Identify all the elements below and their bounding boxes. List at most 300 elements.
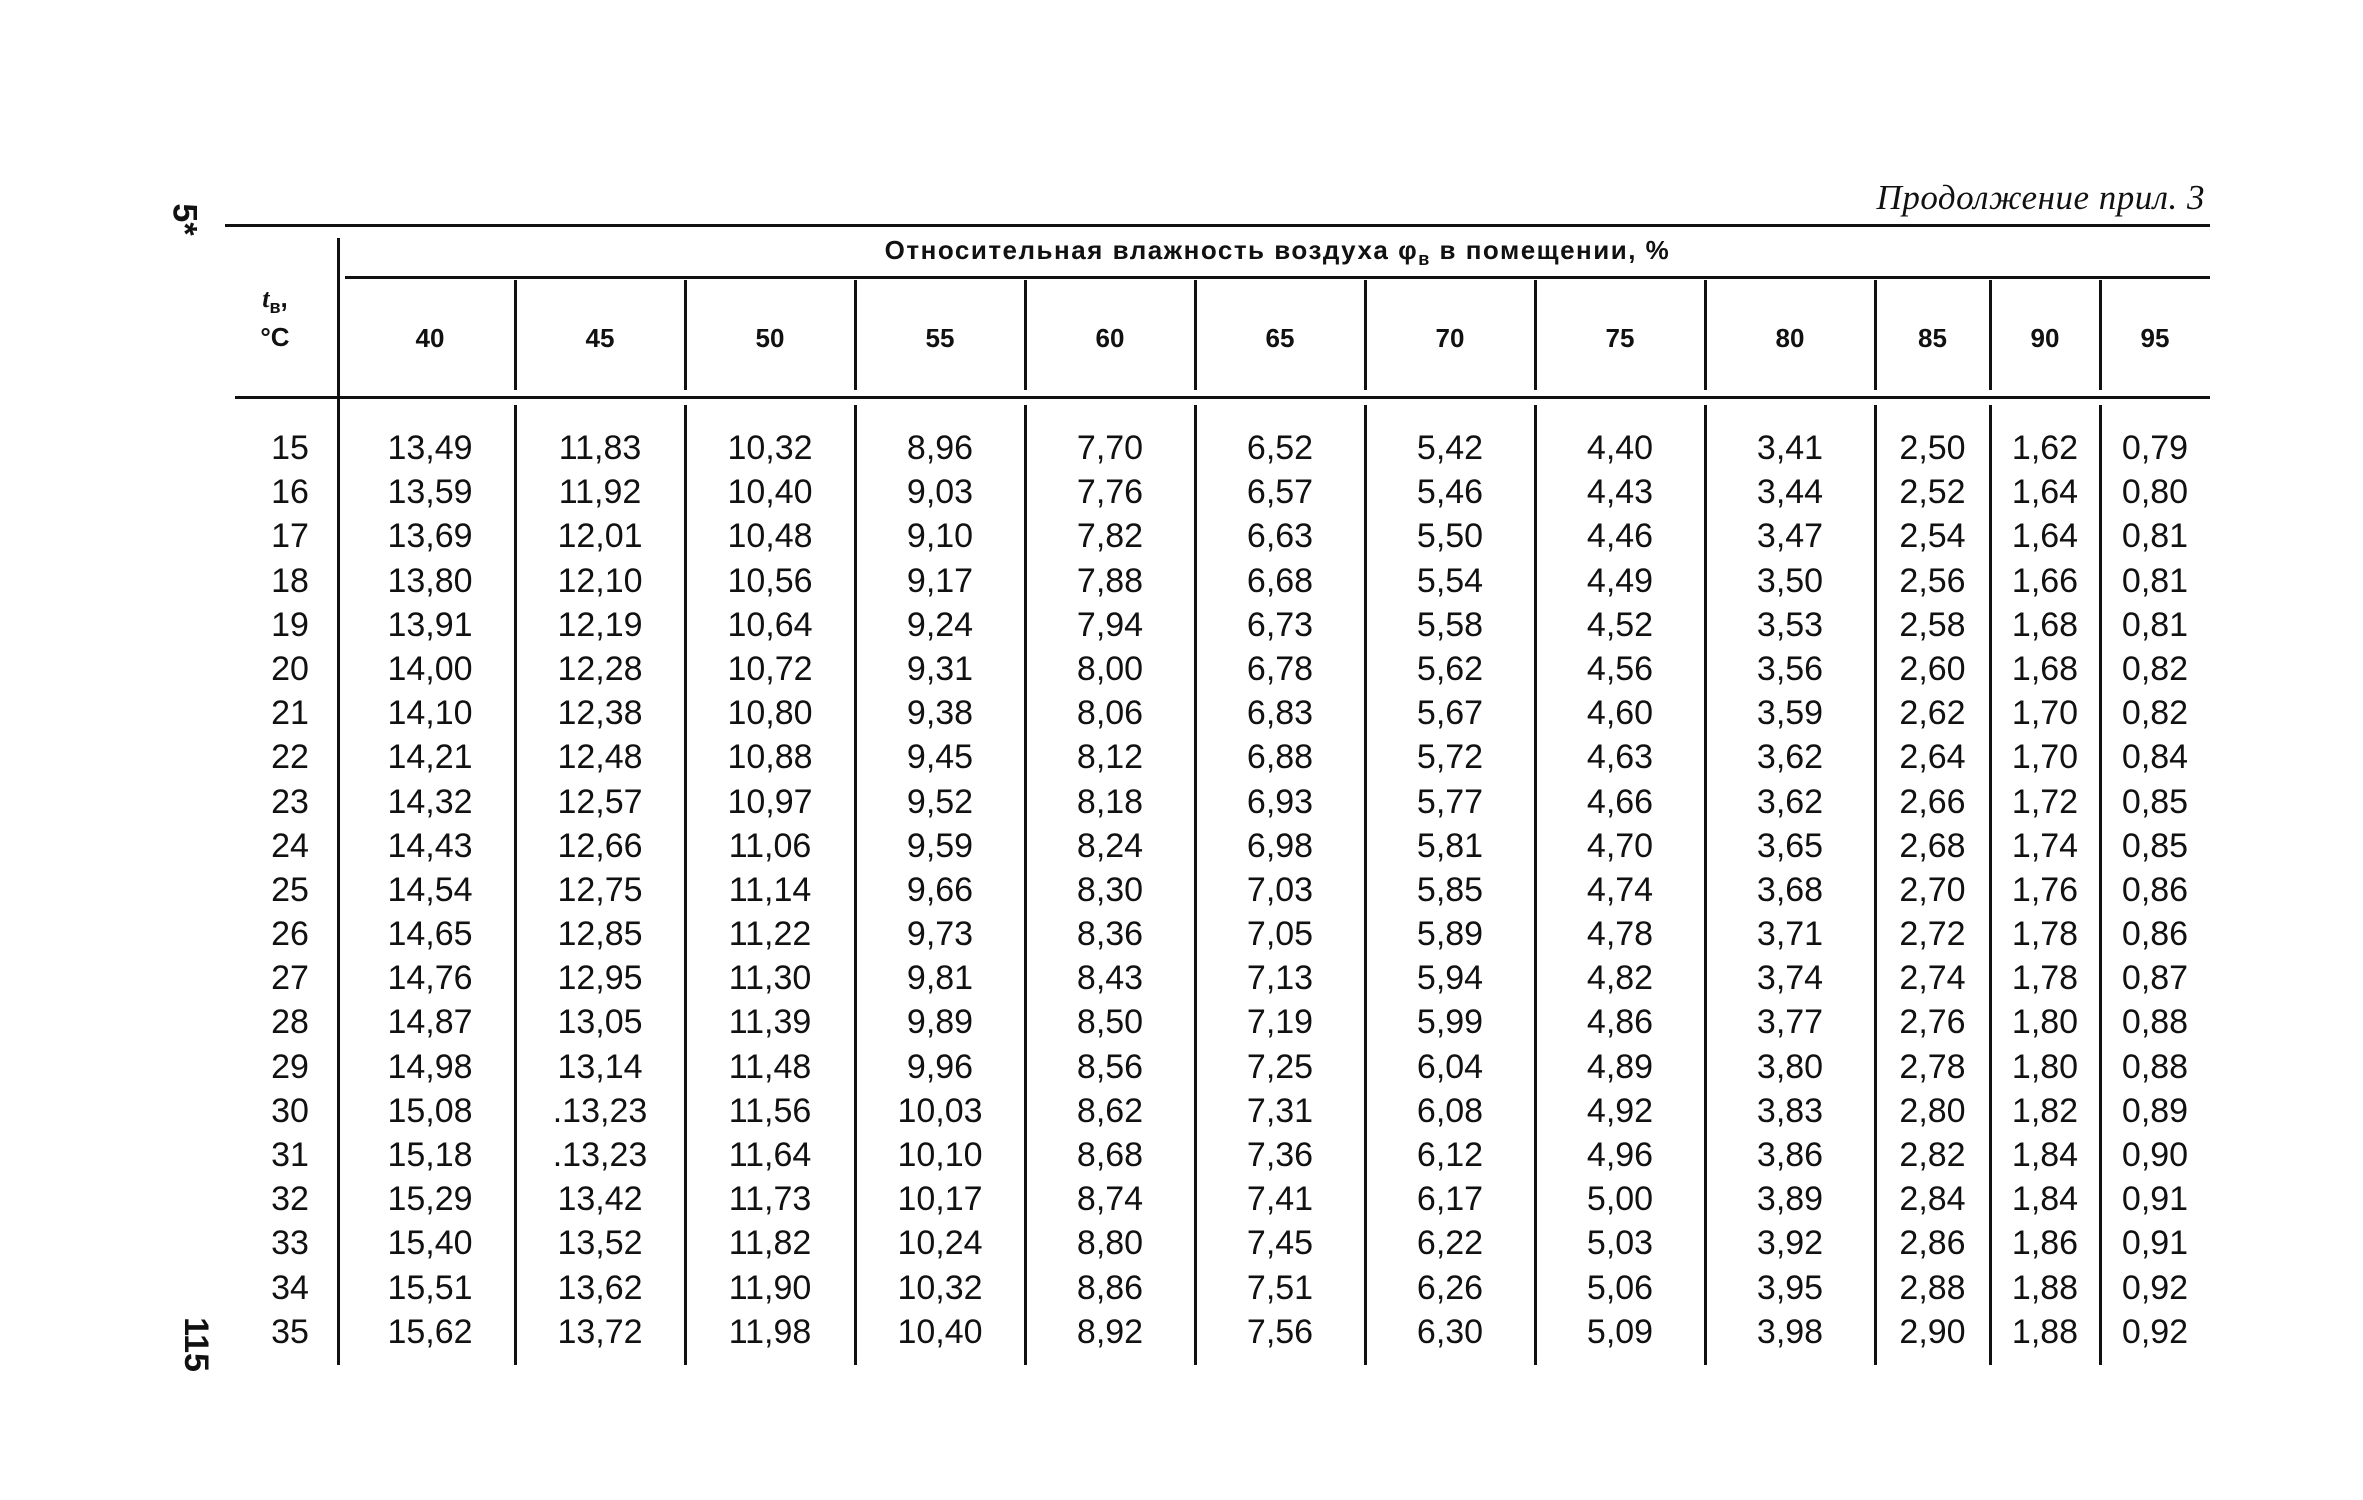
column-header-75: 75 bbox=[1605, 323, 1635, 353]
humidity-column-85 bbox=[1875, 426, 1990, 1354]
table-cell: 5,09 bbox=[1586, 1312, 1654, 1351]
table-cell: 1,72 bbox=[2011, 782, 2079, 821]
table-cell: 1,68 bbox=[2011, 605, 2079, 644]
table-cell: 7,56 bbox=[1246, 1312, 1314, 1351]
table-cell: 10,10 bbox=[897, 1136, 983, 1174]
table-cell: 12,28 bbox=[557, 649, 643, 688]
table-cell: 6,88 bbox=[1246, 738, 1314, 777]
table-cell: 13,62 bbox=[557, 1268, 643, 1307]
temperature-separator: , bbox=[280, 283, 288, 313]
table-cell: 1,70 bbox=[2011, 694, 2079, 733]
table-cell: 6,78 bbox=[1246, 649, 1314, 688]
table-cell: 7,05 bbox=[1246, 915, 1314, 954]
column-header-55: 55 bbox=[925, 323, 955, 353]
table-cell: 7,51 bbox=[1246, 1268, 1314, 1307]
table-cell: 2,84 bbox=[1899, 1180, 1966, 1219]
table-cell: 10,64 bbox=[727, 605, 813, 644]
humidity-column-65 bbox=[1195, 426, 1365, 1354]
table-cell: 4,74 bbox=[1586, 870, 1654, 909]
table-cell: 1,88 bbox=[2011, 1268, 2079, 1307]
table-cell: 5,67 bbox=[1416, 694, 1484, 733]
temperature-cell: 19 bbox=[271, 605, 309, 644]
table-cell: 2,74 bbox=[1899, 959, 1966, 998]
table-cell: 12,57 bbox=[557, 782, 643, 821]
column-header-85: 85 bbox=[1918, 323, 1947, 353]
column-divider-vhead bbox=[1534, 280, 1537, 390]
table-cell: 2,78 bbox=[1899, 1047, 1966, 1086]
table-cell: 3,41 bbox=[1756, 429, 1824, 467]
temperature-cell: 27 bbox=[271, 959, 309, 998]
table-cell: 8,18 bbox=[1076, 782, 1144, 821]
table-cell: 3,53 bbox=[1756, 605, 1824, 644]
table-cell: 2,86 bbox=[1899, 1224, 1966, 1263]
table-cell: 3,47 bbox=[1756, 517, 1824, 556]
table-cell: 7,94 bbox=[1076, 605, 1144, 644]
table-cell: 8,24 bbox=[1076, 826, 1144, 865]
column-header-90: 90 bbox=[2030, 323, 2060, 353]
table-cell: 4,89 bbox=[1586, 1047, 1654, 1086]
temperature-cell: 16 bbox=[271, 473, 309, 512]
table-cell: 3,92 bbox=[1756, 1224, 1824, 1263]
table-cell: 10,32 bbox=[727, 429, 813, 467]
table-cell: 3,74 bbox=[1756, 959, 1824, 998]
table-cell: 11,30 bbox=[728, 959, 812, 998]
table-cell: 6,17 bbox=[1416, 1180, 1484, 1219]
table-cell: 2,50 bbox=[1899, 429, 1966, 467]
table-cell: 10,88 bbox=[727, 738, 813, 777]
temperature-header bbox=[245, 283, 305, 352]
temperature-column bbox=[250, 426, 330, 1354]
table-cell: 1,64 bbox=[2011, 517, 2079, 556]
table-cell: 12,85 bbox=[557, 915, 643, 954]
temperature-cell: 28 bbox=[271, 1003, 309, 1042]
table-cell: 7,03 bbox=[1246, 870, 1314, 909]
super-header-suffix: в помещении, % bbox=[1430, 235, 1671, 265]
table-cell: 7,82 bbox=[1076, 517, 1144, 556]
table-cell: 7,13 bbox=[1246, 959, 1314, 998]
temperature-cell: 34 bbox=[271, 1268, 309, 1307]
temperature-cell: 26 bbox=[271, 915, 309, 954]
humidity-column-70 bbox=[1365, 426, 1535, 1354]
temperature-cell: 32 bbox=[271, 1180, 309, 1219]
table-cell: 4,86 bbox=[1586, 1003, 1654, 1042]
table-cell: 14,65 bbox=[387, 915, 473, 954]
table-cell: 3,71 bbox=[1756, 915, 1824, 954]
table-cell: 1,84 bbox=[2011, 1136, 2079, 1174]
table-cell: 3,95 bbox=[1756, 1268, 1824, 1307]
table-cell: 13,72 bbox=[557, 1312, 643, 1351]
humidity-super-header bbox=[345, 230, 2210, 270]
table-cell: 9,52 bbox=[906, 782, 974, 821]
table-cell: 4,82 bbox=[1586, 959, 1654, 998]
table-cell: 15,29 bbox=[387, 1180, 473, 1219]
side-page-number: 115 bbox=[176, 1317, 215, 1372]
temperature-unit: °C bbox=[260, 322, 290, 353]
column-header-80: 80 bbox=[1775, 323, 1805, 353]
table-cell: 6,57 bbox=[1246, 473, 1314, 512]
table-cell: 10,97 bbox=[727, 782, 813, 821]
table-cell: 11,82 bbox=[728, 1224, 812, 1263]
table-cell: 2,68 bbox=[1899, 826, 1966, 865]
humidity-column-40 bbox=[345, 426, 515, 1354]
table-cell: 1,64 bbox=[2011, 473, 2079, 512]
table-cell: 2,60 bbox=[1899, 649, 1966, 688]
table-cell: 2,58 bbox=[1899, 605, 1966, 644]
header-bottom-rule bbox=[235, 396, 2210, 399]
temperature-cell: 35 bbox=[271, 1312, 309, 1351]
table-cell: 12,10 bbox=[557, 561, 643, 600]
humidity-column-90 bbox=[1990, 426, 2100, 1354]
temperature-cell: 20 bbox=[271, 649, 309, 688]
table-cell: 0,81 bbox=[2121, 605, 2189, 644]
table-cell: 1,66 bbox=[2011, 561, 2079, 600]
table-cell: 6,22 bbox=[1416, 1224, 1484, 1263]
table-cell: 10,40 bbox=[727, 473, 813, 512]
table-cell: 3,59 bbox=[1756, 694, 1824, 733]
table-cell: 15,40 bbox=[387, 1224, 473, 1263]
table-cell: 7,25 bbox=[1246, 1047, 1314, 1086]
table-cell: .13,23 bbox=[552, 1091, 648, 1130]
table-cell: 11,39 bbox=[728, 1003, 812, 1042]
table-cell: .13,23 bbox=[552, 1136, 648, 1174]
column-header-45: 45 bbox=[585, 323, 615, 353]
temperature-cell: 25 bbox=[271, 870, 309, 909]
table-cell: 9,31 bbox=[906, 649, 974, 688]
table-cell: 13,59 bbox=[387, 473, 473, 512]
table-cell: 2,88 bbox=[1899, 1268, 1966, 1307]
table-cell: 12,19 bbox=[557, 605, 643, 644]
table-cell: 5,72 bbox=[1416, 738, 1484, 777]
table-cell: 13,42 bbox=[557, 1180, 643, 1219]
table-cell: 11,48 bbox=[728, 1047, 812, 1086]
table-cell: 13,49 bbox=[387, 429, 473, 467]
table-cell: 5,81 bbox=[1416, 826, 1484, 865]
table-cell: 6,52 bbox=[1246, 429, 1314, 467]
table-cell: 10,17 bbox=[897, 1180, 983, 1219]
table-cell: 2,82 bbox=[1899, 1136, 1966, 1174]
table-cell: 3,86 bbox=[1756, 1136, 1824, 1174]
table-cell: 8,43 bbox=[1076, 959, 1144, 998]
table-cell: 11,14 bbox=[728, 870, 812, 909]
table-cell: 8,36 bbox=[1076, 915, 1144, 954]
table-cell: 0,84 bbox=[2121, 738, 2189, 777]
table-cell: 8,30 bbox=[1076, 870, 1144, 909]
table-cell: 14,21 bbox=[387, 738, 473, 777]
table-cell: 9,45 bbox=[906, 738, 974, 777]
table-cell: 4,60 bbox=[1586, 694, 1654, 733]
table-cell: 9,96 bbox=[906, 1047, 974, 1086]
table-cell: 2,54 bbox=[1899, 517, 1966, 556]
table-cell: 4,46 bbox=[1586, 517, 1654, 556]
table-cell: 5,77 bbox=[1416, 782, 1484, 821]
temperature-subscript: в bbox=[269, 297, 281, 318]
temperature-cell: 22 bbox=[271, 738, 309, 777]
table-cell: 11,06 bbox=[728, 826, 812, 865]
table-cell: 0,81 bbox=[2121, 561, 2189, 600]
table-cell: 3,89 bbox=[1756, 1180, 1824, 1219]
table-cell: 8,00 bbox=[1076, 649, 1144, 688]
table-cell: 13,80 bbox=[387, 561, 473, 600]
table-cell: 3,62 bbox=[1756, 738, 1824, 777]
table-cell: 12,01 bbox=[557, 517, 643, 556]
table-cell: 2,70 bbox=[1899, 870, 1966, 909]
column-divider-vhead bbox=[514, 280, 517, 390]
table-cell: 8,56 bbox=[1076, 1047, 1144, 1086]
table-cell: 6,83 bbox=[1246, 694, 1314, 733]
table-cell: 0,85 bbox=[2121, 782, 2189, 821]
table-cell: 9,38 bbox=[906, 694, 974, 733]
column-divider-vhead bbox=[684, 280, 687, 390]
table-cell: 12,48 bbox=[557, 738, 643, 777]
temperature-cell: 18 bbox=[271, 561, 309, 600]
temperature-symbol: t bbox=[262, 284, 270, 313]
table-cell: 2,66 bbox=[1899, 782, 1966, 821]
table-cell: 8,86 bbox=[1076, 1268, 1144, 1307]
table-cell: 5,00 bbox=[1586, 1180, 1654, 1219]
table-cell: 1,78 bbox=[2011, 959, 2079, 998]
table-cell: 0,91 bbox=[2121, 1224, 2189, 1263]
column-divider-vhead bbox=[1704, 280, 1707, 390]
table-cell: 4,63 bbox=[1586, 738, 1654, 777]
temperature-cell: 23 bbox=[271, 782, 309, 821]
table-cell: 8,96 bbox=[906, 429, 974, 467]
table-cell: 11,73 bbox=[728, 1180, 812, 1219]
table-cell: 6,12 bbox=[1416, 1136, 1484, 1174]
table-cell: 4,78 bbox=[1586, 915, 1654, 954]
table-cell: 8,06 bbox=[1076, 694, 1144, 733]
table-cell: 1,62 bbox=[2011, 429, 2079, 467]
super-header-text: Относительная влажность воздуха φ bbox=[884, 235, 1419, 265]
table-cell: 11,64 bbox=[728, 1136, 812, 1174]
stub-divider-line bbox=[337, 238, 340, 1365]
table-cell: 1,84 bbox=[2011, 1180, 2079, 1219]
humidity-column-60 bbox=[1025, 426, 1195, 1354]
table-cell: 9,24 bbox=[906, 605, 974, 644]
table-cell: 5,06 bbox=[1586, 1268, 1654, 1307]
column-divider-vhead bbox=[1024, 280, 1027, 390]
humidity-column-45 bbox=[515, 426, 685, 1354]
table-cell: 14,43 bbox=[387, 826, 473, 865]
table-cell: 7,76 bbox=[1076, 473, 1144, 512]
temperature-cell: 15 bbox=[271, 429, 309, 467]
table-cell: 2,64 bbox=[1899, 738, 1966, 777]
table-cell: 5,42 bbox=[1416, 429, 1484, 467]
table-cell: 1,86 bbox=[2011, 1224, 2079, 1263]
table-cell: 8,12 bbox=[1076, 738, 1144, 777]
table-cell: 2,90 bbox=[1899, 1312, 1966, 1351]
table-cell: 4,43 bbox=[1586, 473, 1654, 512]
humidity-column-55 bbox=[855, 426, 1025, 1354]
table-cell: 10,56 bbox=[727, 561, 813, 600]
table-cell: 5,46 bbox=[1416, 473, 1484, 512]
table-cell: 4,40 bbox=[1586, 429, 1654, 467]
table-cell: 15,51 bbox=[387, 1268, 473, 1307]
table-cell: 10,40 bbox=[897, 1312, 983, 1351]
humidity-column-75 bbox=[1535, 426, 1705, 1354]
table-cell: 14,00 bbox=[387, 649, 473, 688]
table-cell: 4,92 bbox=[1586, 1091, 1654, 1130]
table-cell: 3,44 bbox=[1756, 473, 1824, 512]
table-cell: 0,88 bbox=[2121, 1003, 2189, 1042]
table-cell: 14,76 bbox=[387, 959, 473, 998]
table-cell: 5,85 bbox=[1416, 870, 1484, 909]
table-cell: 5,62 bbox=[1416, 649, 1484, 688]
temperature-cell: 29 bbox=[271, 1047, 309, 1086]
table-cell: 0,79 bbox=[2121, 429, 2189, 467]
table-cell: 6,68 bbox=[1246, 561, 1314, 600]
table-cell: 4,49 bbox=[1586, 561, 1654, 600]
table-cell: 10,80 bbox=[727, 694, 813, 733]
table-cell: 7,41 bbox=[1246, 1180, 1314, 1219]
table-cell: 8,50 bbox=[1076, 1003, 1144, 1042]
table-cell: 10,24 bbox=[897, 1224, 983, 1263]
table-cell: 11,90 bbox=[728, 1268, 812, 1307]
table-cell: 9,89 bbox=[906, 1003, 974, 1042]
temperature-cell: 31 bbox=[271, 1136, 309, 1174]
table-cell: 9,10 bbox=[906, 517, 974, 556]
table-cell: 6,04 bbox=[1416, 1047, 1484, 1086]
temperature-cell: 33 bbox=[271, 1224, 309, 1263]
table-cell: 5,58 bbox=[1416, 605, 1484, 644]
table-cell: 14,98 bbox=[387, 1047, 473, 1086]
table-cell: 13,52 bbox=[557, 1224, 643, 1263]
table-cell: 10,72 bbox=[727, 649, 813, 688]
table-cell: 1,70 bbox=[2011, 738, 2079, 777]
table-cell: 0,81 bbox=[2121, 517, 2189, 556]
table-cell: 2,56 bbox=[1899, 561, 1966, 600]
table-cell: 3,56 bbox=[1756, 649, 1824, 688]
table-cell: 1,78 bbox=[2011, 915, 2079, 954]
table-cell: 0,92 bbox=[2121, 1268, 2189, 1307]
table-cell: 6,93 bbox=[1246, 782, 1314, 821]
table-cell: 4,70 bbox=[1586, 826, 1654, 865]
table-cell: 6,98 bbox=[1246, 826, 1314, 865]
table-cell: 5,54 bbox=[1416, 561, 1484, 600]
temperature-cell: 21 bbox=[271, 694, 309, 733]
table-cell: 0,92 bbox=[2121, 1312, 2189, 1351]
column-header-95: 95 bbox=[2140, 323, 2170, 353]
table-cell: 13,14 bbox=[557, 1047, 643, 1086]
table-cell: 0,86 bbox=[2121, 870, 2189, 909]
table-cell: 10,03 bbox=[897, 1091, 983, 1130]
table-cell: 10,32 bbox=[897, 1268, 983, 1307]
table-cell: 1,68 bbox=[2011, 649, 2079, 688]
table-cell: 0,86 bbox=[2121, 915, 2189, 954]
table-cell: 6,63 bbox=[1246, 517, 1314, 556]
table-cell: 0,82 bbox=[2121, 694, 2189, 733]
table-cell: 14,54 bbox=[387, 870, 473, 909]
continuation-caption: Продолжение прил. 3 bbox=[1876, 178, 2205, 217]
table-cell: 6,08 bbox=[1416, 1091, 1484, 1130]
table-cell: 1,82 bbox=[2011, 1091, 2079, 1130]
table-cell: 13,91 bbox=[387, 605, 473, 644]
table-cell: 0,91 bbox=[2121, 1180, 2189, 1219]
table-cell: 9,59 bbox=[906, 826, 974, 865]
table-cell: 5,89 bbox=[1416, 915, 1484, 954]
table-cell: 11,98 bbox=[728, 1312, 812, 1351]
table-cell: 0,90 bbox=[2121, 1136, 2189, 1174]
table-cell: 1,76 bbox=[2011, 870, 2079, 909]
table-cell: 12,75 bbox=[557, 870, 643, 909]
table-cell: 1,88 bbox=[2011, 1312, 2079, 1351]
table-cell: 11,56 bbox=[728, 1091, 812, 1130]
table-cell: 7,19 bbox=[1246, 1003, 1314, 1042]
column-header-50: 50 bbox=[755, 323, 785, 353]
temperature-cell: 30 bbox=[271, 1091, 309, 1130]
table-cell: 5,94 bbox=[1416, 959, 1484, 998]
table-cell: 6,26 bbox=[1416, 1268, 1484, 1307]
table-cell: 14,87 bbox=[387, 1003, 473, 1042]
column-divider-vhead bbox=[1364, 280, 1367, 390]
table-cell: 7,70 bbox=[1076, 429, 1144, 467]
table-cell: 12,66 bbox=[557, 826, 643, 865]
table-cell: 5,50 bbox=[1416, 517, 1484, 556]
table-cell: 0,85 bbox=[2121, 826, 2189, 865]
table-cell: 8,92 bbox=[1076, 1312, 1144, 1351]
table-cell: 9,73 bbox=[906, 915, 974, 954]
table-cell: 3,65 bbox=[1756, 826, 1824, 865]
table-cell: 7,36 bbox=[1246, 1136, 1314, 1174]
table-cell: 0,87 bbox=[2121, 959, 2189, 998]
table-cell: 4,52 bbox=[1586, 605, 1654, 644]
table-cell: 13,69 bbox=[387, 517, 473, 556]
super-header-subscript: в bbox=[1418, 249, 1431, 270]
table-cell: 3,77 bbox=[1756, 1003, 1824, 1042]
table-cell: 14,32 bbox=[387, 782, 473, 821]
table-cell: 1,80 bbox=[2011, 1047, 2079, 1086]
table-cell: 4,66 bbox=[1586, 782, 1654, 821]
table-cell: 0,88 bbox=[2121, 1047, 2189, 1086]
table-cell: 6,30 bbox=[1416, 1312, 1484, 1351]
table-cell: 11,92 bbox=[558, 473, 642, 512]
table-cell: 8,80 bbox=[1076, 1224, 1144, 1263]
table-cell: 2,62 bbox=[1899, 694, 1966, 733]
column-divider-vhead bbox=[1989, 280, 1992, 390]
humidity-column-95 bbox=[2100, 426, 2210, 1354]
table-cell: 9,17 bbox=[906, 561, 974, 600]
table-cell: 12,95 bbox=[557, 959, 643, 998]
column-header-65: 65 bbox=[1265, 323, 1295, 353]
side-page-mark: 5* bbox=[165, 203, 204, 236]
header-mid-rule bbox=[345, 276, 2210, 279]
table-cell: 5,99 bbox=[1416, 1003, 1484, 1042]
temperature-cell: 24 bbox=[271, 826, 309, 865]
table-cell: 1,74 bbox=[2011, 826, 2079, 865]
table-cell: 8,74 bbox=[1076, 1180, 1144, 1219]
table-cell: 7,45 bbox=[1246, 1224, 1314, 1263]
table-cell: 3,50 bbox=[1756, 561, 1824, 600]
table-cell: 13,05 bbox=[557, 1003, 643, 1042]
table-cell: 15,08 bbox=[387, 1091, 473, 1130]
table-cell: 7,31 bbox=[1246, 1091, 1314, 1130]
table-cell: 10,48 bbox=[727, 517, 813, 556]
table-cell: 4,96 bbox=[1586, 1136, 1654, 1174]
table-cell: 4,56 bbox=[1586, 649, 1654, 688]
column-divider-vhead bbox=[2099, 280, 2102, 390]
column-divider-vhead bbox=[1874, 280, 1877, 390]
table-cell: 3,80 bbox=[1756, 1047, 1824, 1086]
table-cell: 2,76 bbox=[1899, 1003, 1966, 1042]
table-cell: 3,98 bbox=[1756, 1312, 1824, 1351]
table-cell: 0,82 bbox=[2121, 649, 2189, 688]
table-cell: 15,18 bbox=[387, 1136, 473, 1174]
table-cell: 14,10 bbox=[387, 694, 473, 733]
column-header-40: 40 bbox=[415, 323, 445, 353]
table-cell: 3,62 bbox=[1756, 782, 1824, 821]
table-cell: 0,89 bbox=[2121, 1091, 2189, 1130]
humidity-column-80 bbox=[1705, 426, 1875, 1354]
table-cell: 8,68 bbox=[1076, 1136, 1144, 1174]
